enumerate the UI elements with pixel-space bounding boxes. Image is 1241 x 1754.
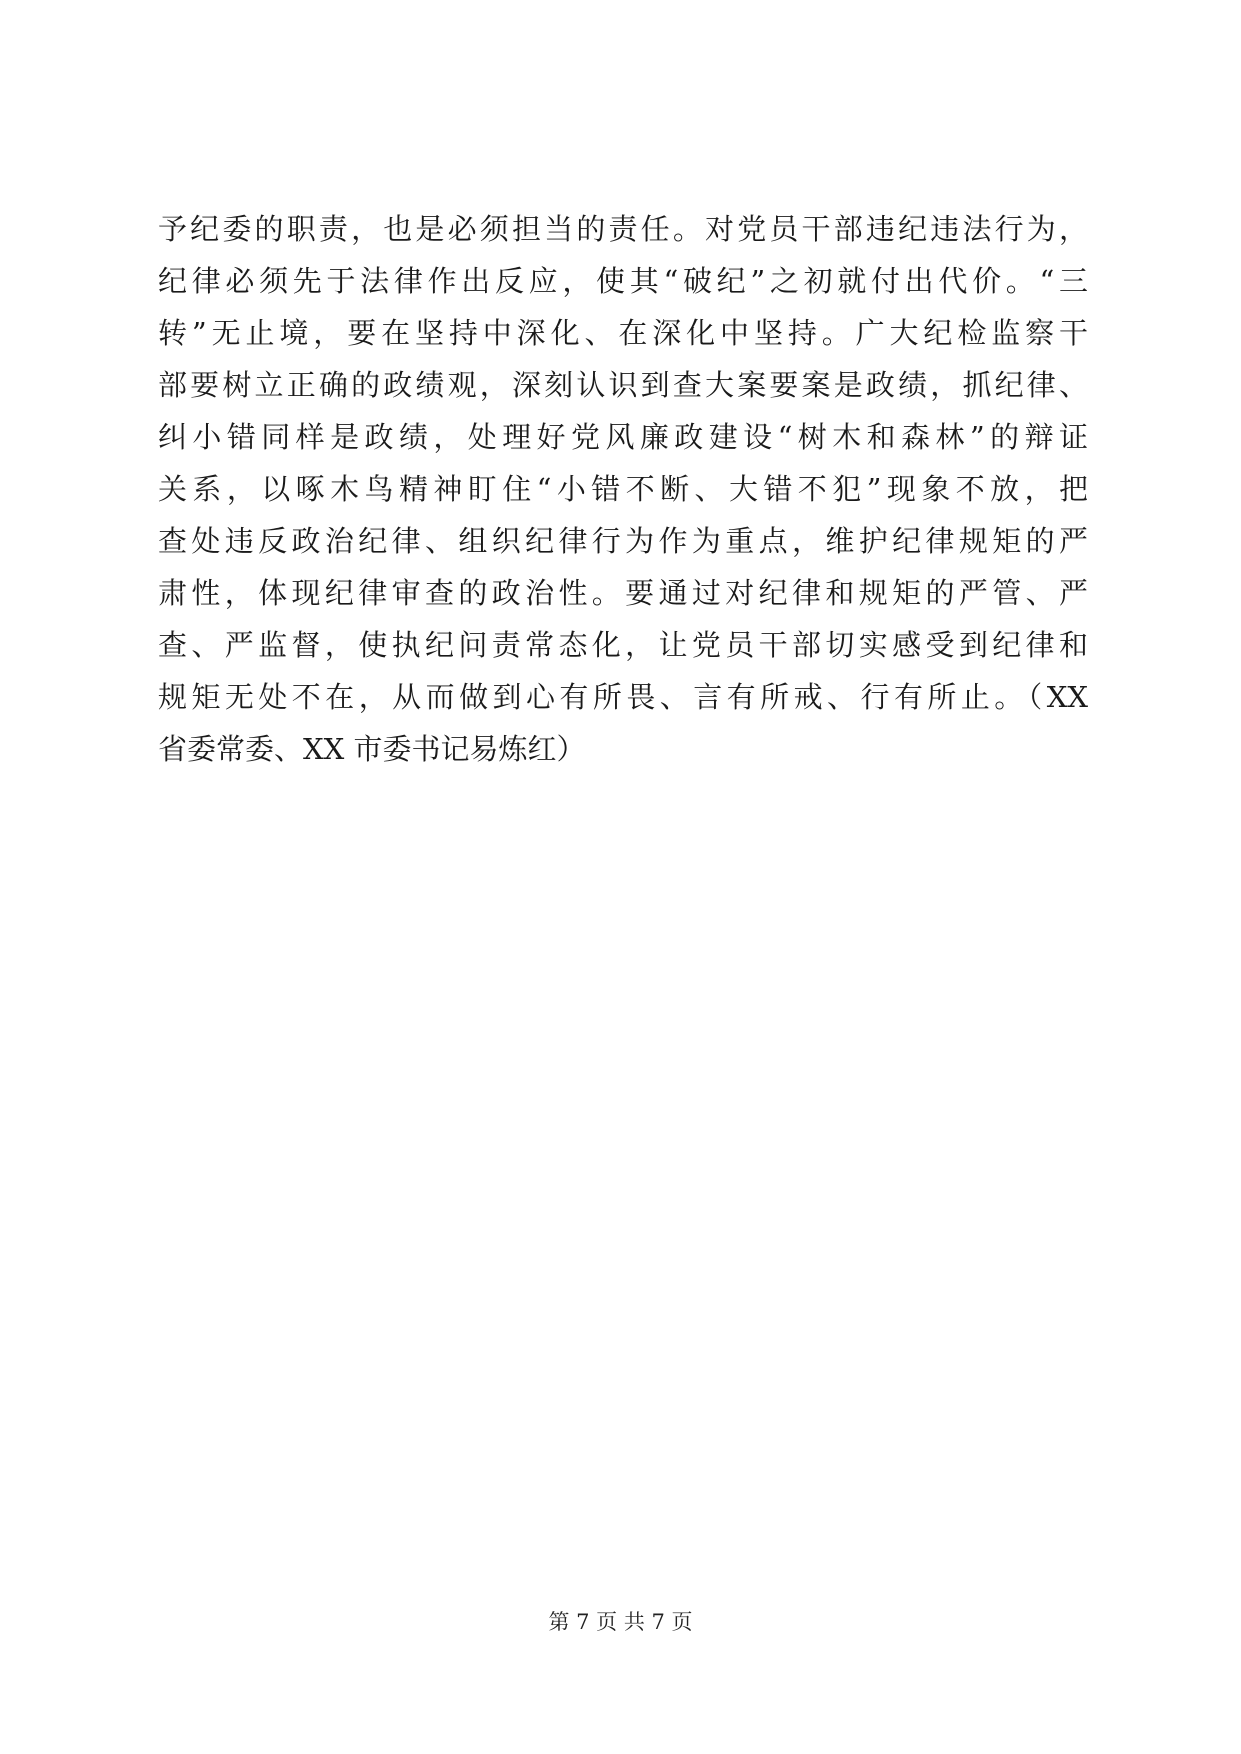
text-line: 纪律必须先于法律作出反应，使其“破纪”之初就付出代价。“三	[158, 264, 1088, 298]
text-line: 转”无止境，要在坚持中深化、在深化中坚持。广大纪检监察干	[158, 316, 1088, 350]
body-paragraph	[158, 203, 1088, 775]
text-line: 规矩无处不在，从而做到心有所畏、言有所戒、行有所止。（XX	[158, 680, 1088, 714]
text-line: 省委常委、XX 市委书记易炼红）	[158, 732, 586, 766]
text-line: 查处违反政治纪律、组织纪律行为作为重点，维护纪律规矩的严	[158, 524, 1088, 558]
text-line: 查、严监督，使执纪问责常态化，让党员干部切实感受到纪律和	[158, 628, 1088, 662]
text-line: 部要树立正确的政绩观，深刻认识到查大案要案是政绩，抓纪律、	[158, 368, 1088, 402]
text-line: 关系，以啄木鸟精神盯住“小错不断、大错不犯”现象不放，把	[158, 472, 1088, 506]
text-line: 予纪委的职责，也是必须担当的责任。对党员干部违纪违法行为，	[158, 212, 1088, 246]
page-footer: 第 7 页 共 7 页	[548, 1610, 693, 1634]
text-line: 肃性，体现纪律审查的政治性。要通过对纪律和规矩的严管、严	[158, 576, 1088, 610]
text-line: 纠小错同样是政绩，处理好党风廉政建设“树木和森林”的辩证	[158, 420, 1088, 454]
